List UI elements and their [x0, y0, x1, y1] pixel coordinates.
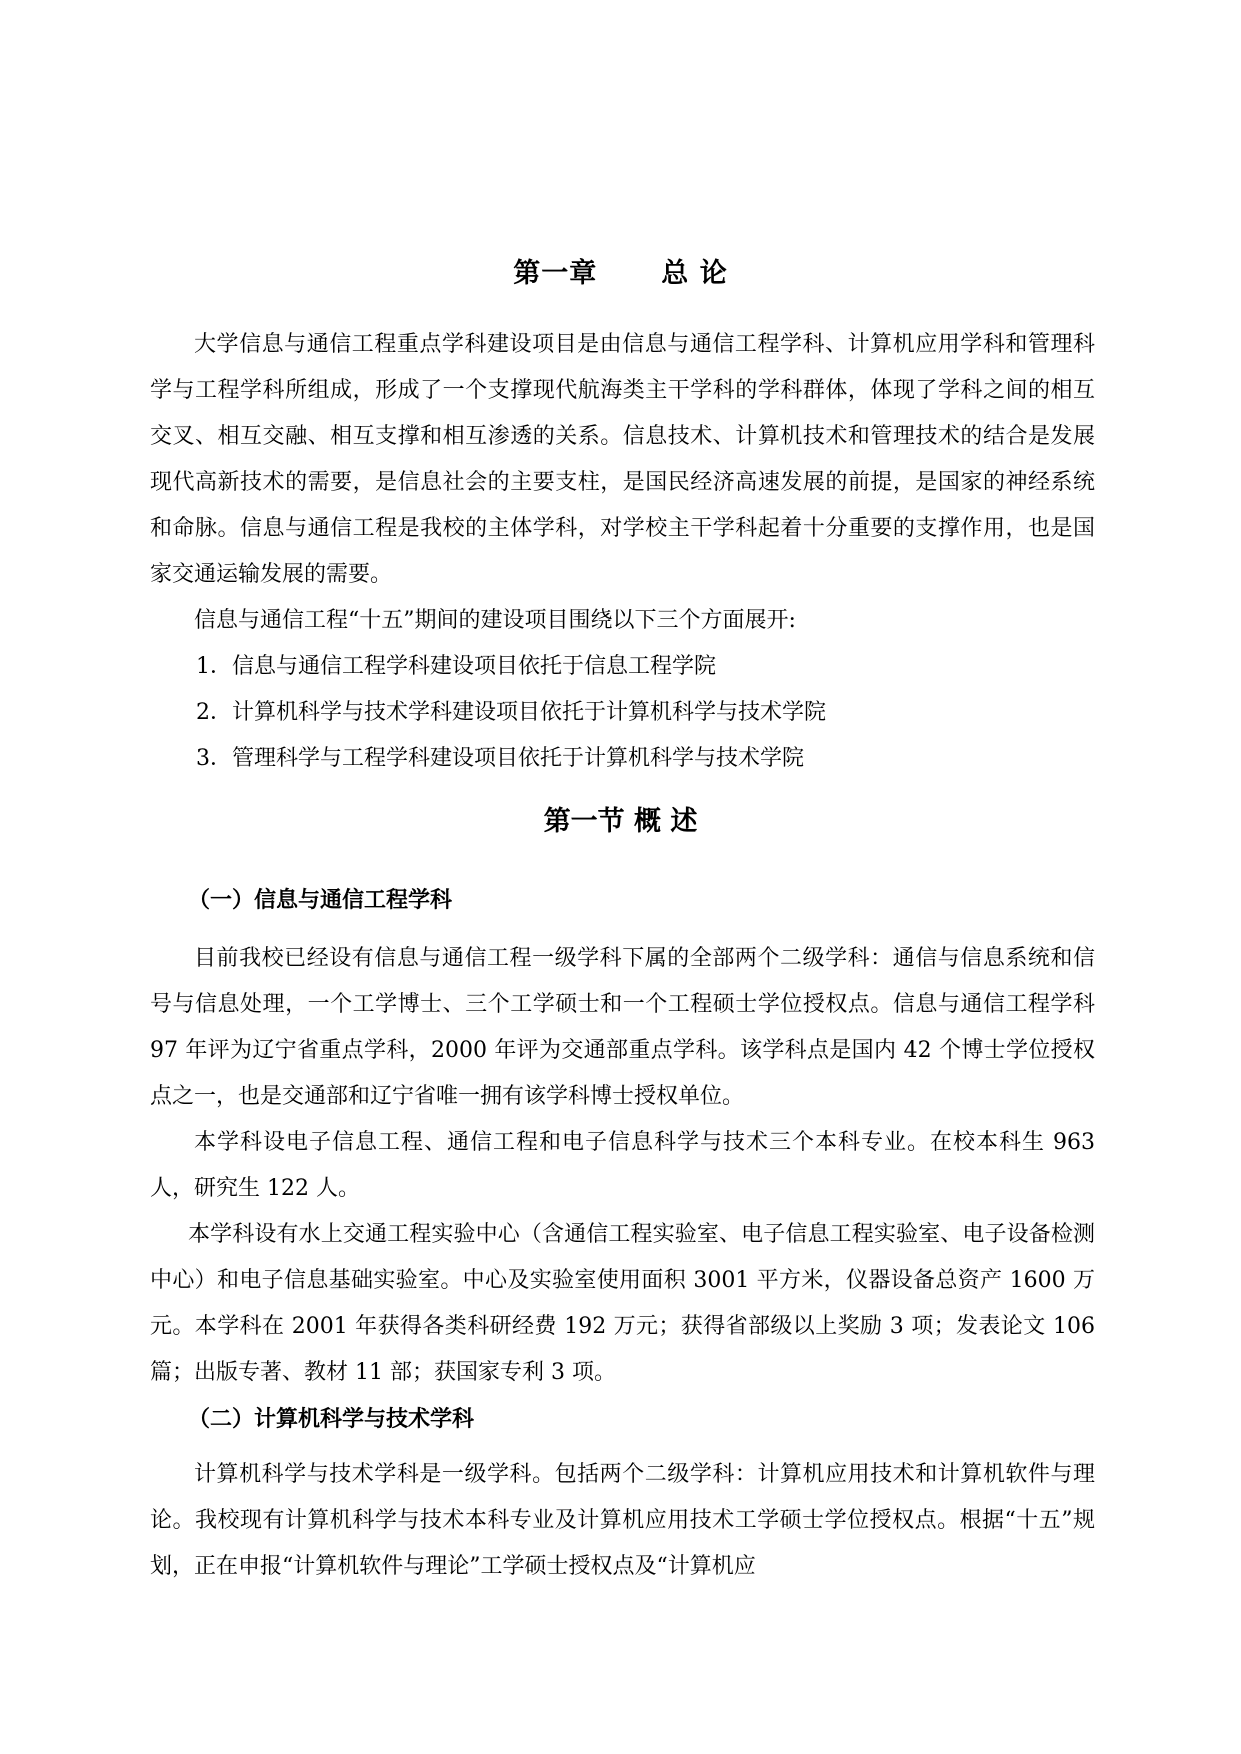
chapter-title	[0, 256, 1241, 292]
chapter-name: 总 论	[661, 258, 728, 289]
intro-list-item-1: 1．信息与通信工程学科建设项目依托于信息工程学院	[196, 654, 716, 679]
intro-list-item-3: 3．管理科学与工程学科建设项目依托于计算机科学与技术学院	[196, 746, 804, 771]
intro-paragraph-1: 大学信息与通信工程重点学科建设项目是由信息与通信工程学科、计算机应用学科和管理科学与工程学科所组成，形成了一个支撑现代航海类主干学科的学科群体，体现了学科之间的相互交叉、相互交融、相互支撑和相互渗透的关系。信息技术、计算机技术和管理技术的结合是发展现代高新技术的需要，是信息社会的主要支柱，是国民经济高速发展的前提，是国家的神经系统和命脉。信息与通信工程是我校的主体学科，对学校主干学科起着十分重要的支撑作用，也是国家交通运输发展的需要。	[150, 332, 1095, 587]
subsection-1-paragraph-3: 本学科设有水上交通工程实验中心（含通信工程实验室、电子信息工程实验室、电子设备检测中心）和电子信息基础实验室。中心及实验室使用面积 3001 平方米，仪器设备总资产 1600 万元。本学科在 2001 年获得各类科研经费 192 万元；获得省部级以上奖励 3 项；发表论文 106 篇；出版专著、教材 11 部；获国家专利 3 项。	[150, 1222, 1095, 1385]
subsection-1-paragraph-2: 本学科设电子信息工程、通信工程和电子信息科学与技术三个本科专业。在校本科生 963 人，研究生 122 人。	[150, 1130, 1095, 1201]
intro-paragraph-2: 信息与通信工程“十五”期间的建设项目围绕以下三个方面展开:	[194, 608, 796, 633]
section-title: 第一节 概 述	[543, 806, 698, 837]
chapter-number: 第一章	[513, 258, 598, 289]
subsection-2-paragraph-1: 计算机科学与技术学科是一级学科。包括两个二级学科：计算机应用技术和计算机软件与理论。我校现有计算机科学与技术本科专业及计算机应用技术工学硕士学位授权点。根据“十五”规划，正在申报“计算机软件与理论”工学硕士授权点及“计算机应	[150, 1462, 1095, 1579]
subsection-1-heading: （一）信息与通信工程学科	[188, 888, 453, 913]
intro-list-item-2: 2．计算机科学与技术学科建设项目依托于计算机科学与技术学院	[196, 700, 826, 725]
subsection-2-heading: （二）计算机科学与技术学科	[188, 1407, 475, 1432]
subsection-1-paragraph-1: 目前我校已经设有信息与通信工程一级学科下属的全部两个二级学科：通信与信息系统和信号与信息处理，一个工学博士、三个工学硕士和一个工程硕士学位授权点。信息与通信工程学科 97 年评为辽宁省重点学科，2000 年评为交通部重点学科。该学科点是国内 42 个博士学位授权点之一，也是交通部和辽宁省唯一拥有该学科博士授权单位。	[150, 946, 1095, 1109]
